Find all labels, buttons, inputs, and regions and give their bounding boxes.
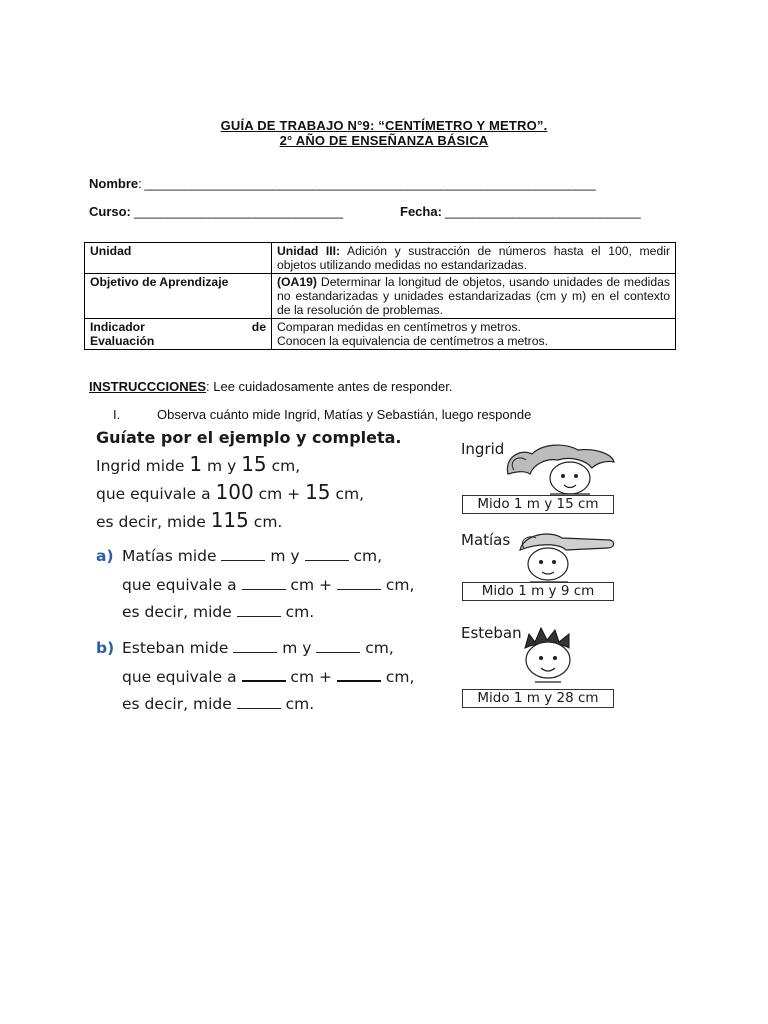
oa-text: Determinar la longitud de objetos, usando unidades de medidas no estandarizadas y unidades estandarizadas (cm y m) en el contexto de la resolución de problemas.: [277, 275, 670, 317]
text: es decir, mide: [122, 695, 237, 713]
answer-blank[interactable]: [221, 547, 265, 561]
table-value: [272, 274, 676, 319]
info-table: [84, 242, 676, 350]
unit-text: Adición y sustracción de números hasta el 100, medir objetos utilizando medidas no estandarizadas.: [277, 244, 670, 272]
text: Ingrid mide: [96, 457, 190, 475]
indicator-key-3: Evaluación: [90, 334, 155, 348]
instructions-text: : Lee cuidadosamente antes de responder.: [206, 379, 453, 394]
text: cm,: [330, 485, 365, 503]
table-value: [272, 319, 676, 350]
example-line-3: [96, 508, 282, 532]
mido-box-esteban: Mido 1 m y 28 cm: [462, 689, 614, 708]
exercise-a-line-2: [122, 576, 414, 594]
instructions: [89, 379, 452, 394]
item-number: I.: [113, 407, 121, 422]
value: 1: [189, 452, 203, 476]
text: cm +: [285, 576, 337, 594]
value: 115: [210, 508, 249, 532]
ingrid-drawing-icon: [500, 440, 620, 496]
nombre-line[interactable]: : ___________________________________________________________________: [138, 176, 596, 191]
answer-blank[interactable]: [237, 695, 281, 709]
esteban-drawing-icon: [515, 626, 585, 686]
instructions-label: INSTRUCCCIONES: [89, 379, 207, 394]
exercise-b-line-3: [122, 695, 314, 713]
nombre-field[interactable]: [89, 176, 595, 191]
oa-bold: (OA19): [277, 275, 317, 289]
text: Esteban mide: [122, 639, 234, 657]
item-one: [113, 407, 531, 422]
fecha-label: Fecha:: [400, 204, 442, 219]
unit-bold: Unidad III:: [277, 244, 341, 258]
text: m y: [265, 547, 305, 565]
text: cm.: [280, 603, 315, 621]
item-text: Observa cuánto mide Ingrid, Matías y Sebastián, luego responde: [157, 407, 532, 422]
text: cm,: [380, 576, 415, 594]
indicator-line-2: Conocen la equivalencia de centímetros a metros.: [277, 334, 548, 348]
table-row: [85, 243, 676, 274]
exercise-a-line-1: [96, 547, 382, 565]
text: cm.: [248, 513, 283, 531]
text: que equivale a: [122, 576, 242, 594]
table-value: [272, 243, 676, 274]
kid-name-esteban: Esteban: [461, 624, 522, 642]
table-key: Unidad: [85, 243, 272, 274]
exercise-a-line-3: [122, 603, 314, 621]
answer-blank[interactable]: [237, 603, 281, 617]
text: cm,: [380, 668, 415, 686]
text: cm +: [253, 485, 306, 503]
text: que equivale a: [122, 668, 242, 686]
exercise-b-line-2: [122, 667, 414, 686]
matias-drawing-icon: [510, 528, 620, 584]
text: cm,: [348, 547, 383, 565]
kid-name-ingrid: Ingrid: [461, 440, 505, 458]
answer-blank[interactable]: [242, 576, 286, 590]
text: es decir, mide: [96, 513, 211, 531]
example-line-1: [96, 452, 300, 476]
value: 15: [305, 480, 331, 504]
text: m y: [277, 639, 317, 657]
answer-blank[interactable]: [242, 667, 286, 682]
table-key: [85, 319, 272, 350]
kid-name-matias: Matías: [461, 531, 511, 549]
answer-blank[interactable]: [337, 576, 381, 590]
text: Matías mide: [122, 547, 222, 565]
title-line-1: GUÍA DE TRABAJO N°9: “CENTÍMETRO Y METRO”.: [220, 118, 548, 133]
text: cm +: [285, 668, 337, 686]
curso-field[interactable]: [89, 204, 343, 219]
table-row: [85, 274, 676, 319]
curso-label: Curso:: [89, 204, 131, 219]
fecha-field[interactable]: [400, 204, 640, 219]
indicator-key-2: de: [251, 320, 266, 334]
indicator-line-1: Comparan medidas en centímetros y metros.: [277, 320, 521, 334]
exercise-b-line-1: [96, 639, 394, 657]
mido-box-matias: Mido 1 m y 9 cm: [462, 582, 614, 601]
fecha-line[interactable]: _____________________________: [441, 204, 641, 219]
worksheet-heading: Guíate por el ejemplo y completa.: [96, 428, 402, 447]
example-line-2: [96, 480, 364, 504]
text: que equivale a: [96, 485, 216, 503]
mido-box-ingrid: Mido 1 m y 15 cm: [462, 495, 614, 514]
value: 15: [241, 452, 267, 476]
text: cm,: [360, 639, 394, 657]
indicator-key-1: Indicador: [90, 320, 145, 334]
text: cm,: [266, 457, 301, 475]
answer-blank[interactable]: [316, 639, 360, 653]
answer-blank[interactable]: [305, 547, 349, 561]
table-row: [85, 319, 676, 350]
text: es decir, mide: [122, 603, 237, 621]
value: 100: [215, 480, 254, 504]
table-key: Objetivo de Aprendizaje: [85, 274, 272, 319]
curso-line[interactable]: _______________________________: [130, 204, 343, 219]
answer-blank[interactable]: [337, 667, 381, 682]
title-line-2: 2° AÑO DE ENSEÑANZA BÁSICA: [279, 133, 489, 148]
text: cm.: [280, 695, 315, 713]
nombre-label: Nombre: [89, 176, 139, 191]
text: m y: [202, 457, 242, 475]
exercise-b-letter: b): [96, 639, 115, 657]
answer-blank[interactable]: [233, 639, 277, 653]
exercise-a-letter: a): [96, 547, 114, 565]
